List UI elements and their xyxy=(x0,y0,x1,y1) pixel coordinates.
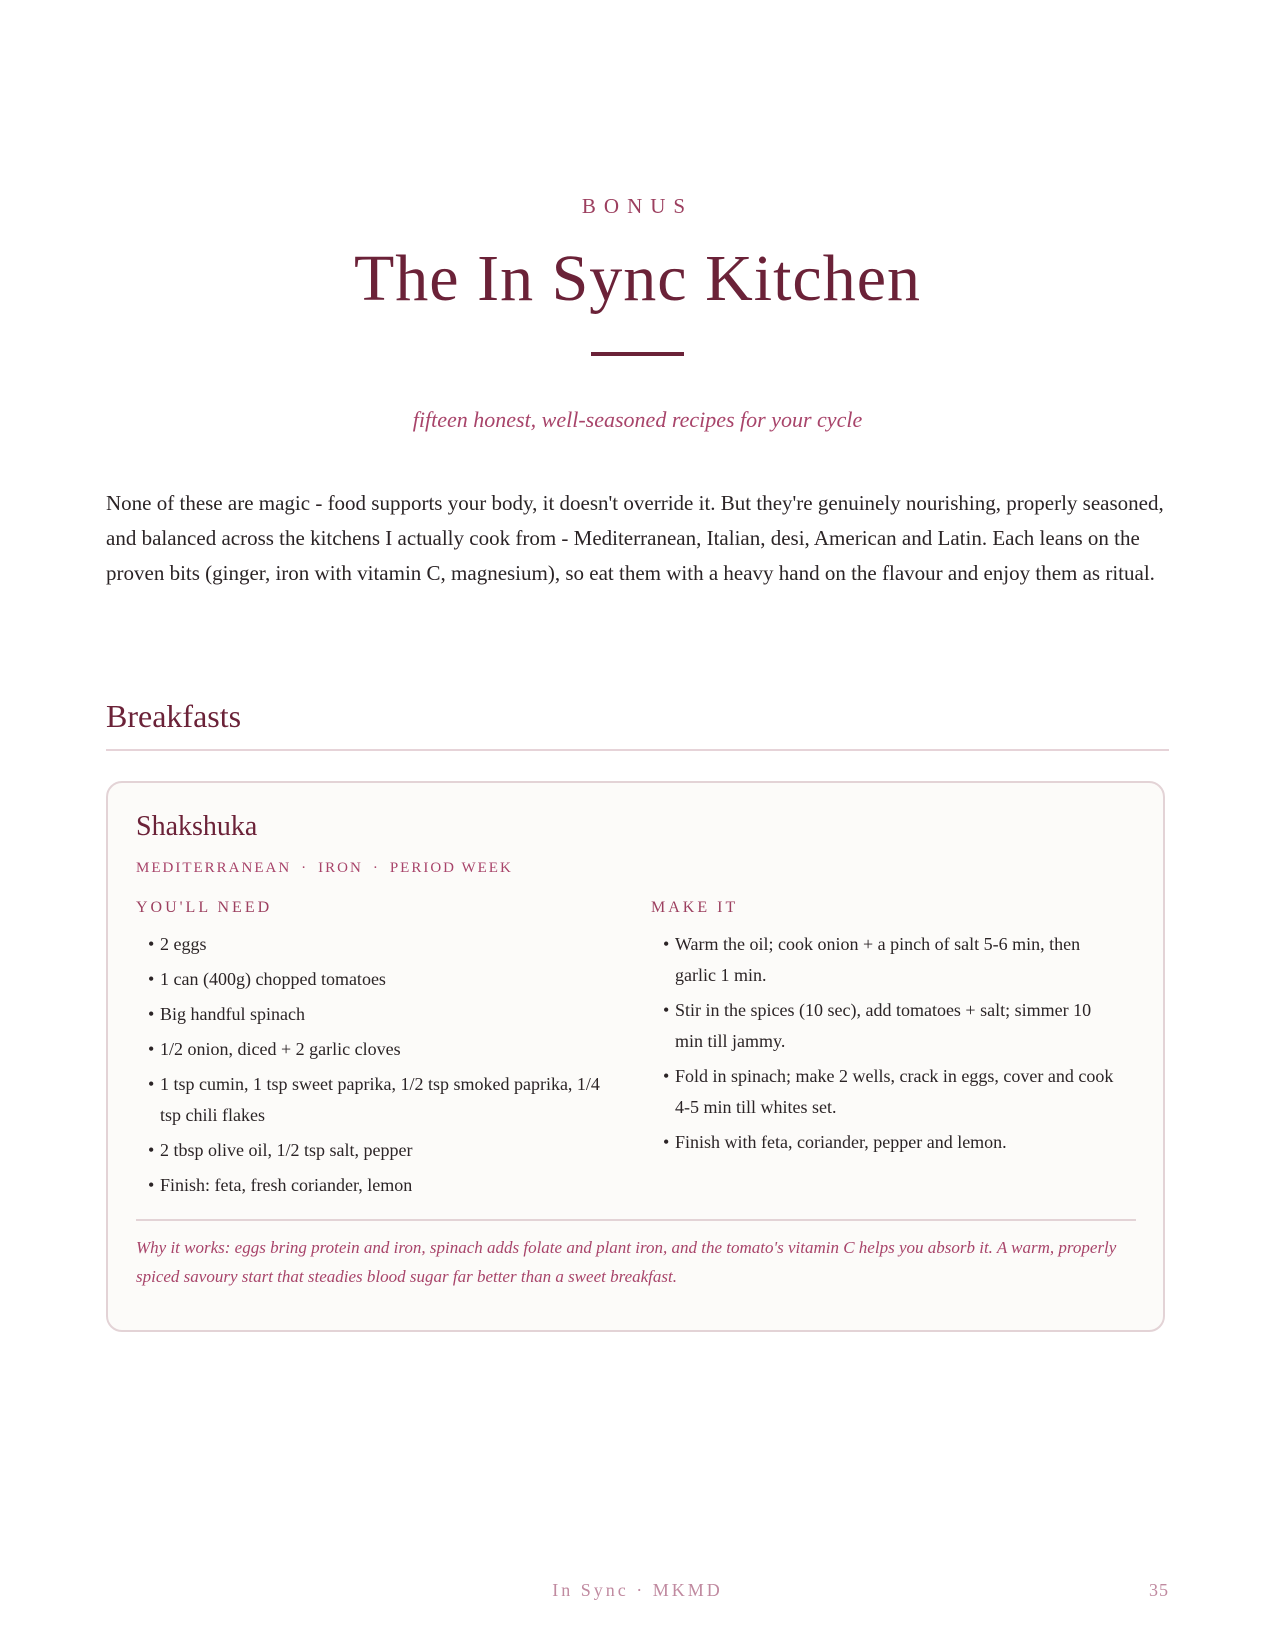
card-divider xyxy=(136,1219,1136,1221)
recipe-title: Shakshuka xyxy=(136,811,258,842)
recipe-card xyxy=(106,781,1165,1332)
recipe-tag: IRON xyxy=(318,860,363,876)
tag-separator: · xyxy=(301,860,309,876)
ingredient-item: • 2 tbsp olive oil, 1/2 tsp salt, pepper xyxy=(136,1135,606,1166)
step-item: • Stir in the spices (10 sec), add tomatoes + salt; simmer 10 min till jammy. xyxy=(651,995,1121,1057)
page-subtitle: fifteen honest, well-seasoned recipes for your cycle xyxy=(412,407,863,432)
ingredient-item: • Finish: feta, fresh coriander, lemon xyxy=(136,1170,606,1201)
recipe-tag: PERIOD WEEK xyxy=(389,860,513,876)
tag-separator: · xyxy=(372,860,380,876)
ingredient-item: • 2 eggs xyxy=(136,929,606,960)
recipe-tags xyxy=(136,860,513,877)
section-divider xyxy=(106,749,1169,751)
ingredients-label: YOU'LL NEED xyxy=(136,899,273,916)
ingredients-list xyxy=(136,929,606,1205)
section-heading: Breakfasts xyxy=(106,698,242,734)
title-divider xyxy=(591,352,684,356)
footer-brand: In Sync · MKMD xyxy=(552,1580,723,1600)
recipe-tag: MEDITERRANEAN xyxy=(136,860,292,876)
eyebrow-label: BONUS xyxy=(581,194,694,218)
step-item: • Finish with feta, coriander, pepper and lemon. xyxy=(651,1127,1121,1158)
ingredient-item: • Big handful spinach xyxy=(136,999,606,1030)
step-item: • Fold in spinach; make 2 wells, crack in eggs, cover and cook 4-5 min till whites set. xyxy=(651,1061,1121,1123)
step-item: • Warm the oil; cook onion + a pinch of salt 5-6 min, then garlic 1 min. xyxy=(651,929,1121,991)
steps-label: MAKE IT xyxy=(651,899,739,916)
page-title: The In Sync Kitchen xyxy=(353,242,921,315)
why-it-works-note: Why it works: eggs bring protein and iron, spinach adds folate and plant iron, and the tomato's vitamin C helps you absorb it. A warm, properly spiced savoury start that steadies blood sugar far better than a sweet breakfast. xyxy=(136,1238,1117,1286)
intro-paragraph: None of these are magic - food supports your body, it doesn't override it. But they're genuinely nourishing, properly seasoned, and balanced across the kitchens I actually cook from - Mediterranean, Italian, desi, American and Latin. Each leans on the proven bits (ginger, iron with vitamin C, magnesium), so eat them with a heavy hand on the flavour and enjoy them as ritual. xyxy=(106,491,1164,585)
ingredient-item: • 1 can (400g) chopped tomatoes xyxy=(136,964,606,995)
ingredient-item: • 1 tsp cumin, 1 tsp sweet paprika, 1/2 tsp smoked paprika, 1/4 tsp chili flakes xyxy=(136,1069,606,1131)
ingredient-item: • 1/2 onion, diced + 2 garlic cloves xyxy=(136,1034,606,1065)
page-number: 35 xyxy=(1149,1580,1169,1600)
steps-list xyxy=(651,929,1121,1162)
